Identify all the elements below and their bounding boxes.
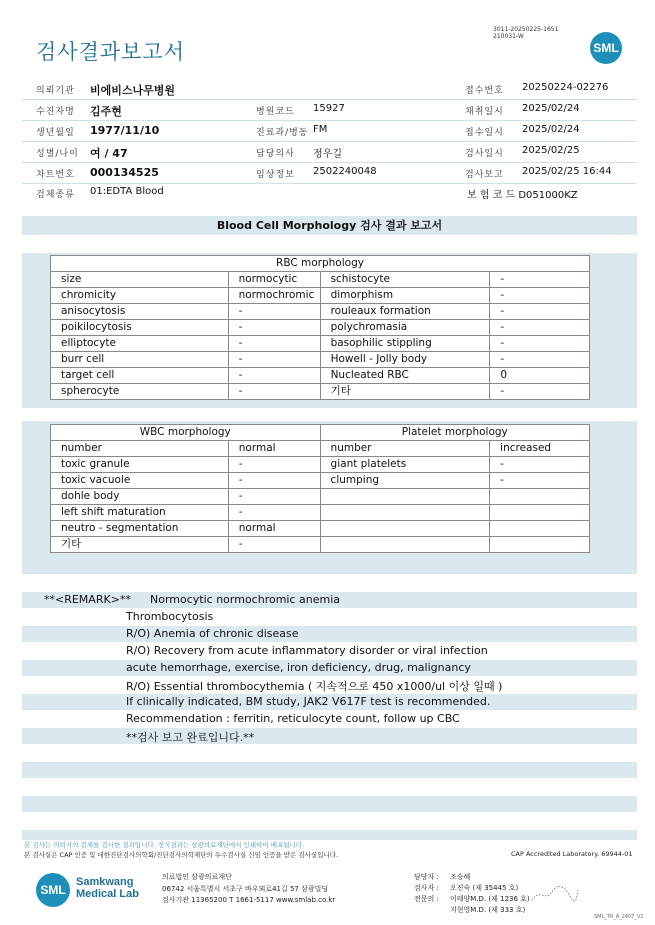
finding-value: -	[490, 457, 590, 473]
finding-value: -	[228, 457, 320, 473]
info-row: 검체종류 01:EDTA Blood 보 험 코 드 D051000KZ	[36, 186, 578, 201]
form-code: SML_TR_A_2407_V1	[594, 914, 644, 920]
finding-name: spherocyte	[51, 384, 229, 400]
wbc-platelet-row	[51, 537, 590, 553]
band	[22, 762, 637, 778]
band	[22, 796, 637, 812]
org-name: 의료법인 삼광의료재단	[162, 873, 232, 881]
signature	[530, 882, 580, 906]
contact: 검사기관 11365200 T 1661-5117 www.smlab.co.kr	[162, 896, 336, 904]
clinical-info: 2502240048	[313, 166, 377, 177]
staff-role: 담당자 :	[414, 873, 439, 881]
wbc-platelet-row	[51, 489, 590, 505]
finding-name: chromicity	[51, 288, 229, 304]
finding-value: -	[228, 384, 320, 400]
staff-name: 이태양M.D. (제 1236 호)	[450, 895, 530, 903]
sex-age: 여 / 47	[90, 147, 128, 160]
band	[22, 830, 637, 840]
hospital-code: 15927	[313, 103, 345, 114]
remark-line: R/O) Essential thrombocythemia ( 지속적으로 450 x1000/ul 이상 일때 )	[126, 680, 503, 693]
finding-name: burr cell	[51, 352, 229, 368]
notice-line-2: 본 검사실은 CAP 인증 및 대한진단검사의학회/진단검사의학재단의 우수검사실 신임 인증을 받은 검사실입니다.	[24, 851, 339, 859]
wbc-platelet-row	[51, 521, 590, 537]
finding-value: -	[228, 537, 320, 553]
finding-name: polychromasia	[320, 320, 490, 336]
remark-line: Thrombocytosis	[126, 610, 214, 623]
wbc-table-title: WBC morphology	[51, 425, 321, 441]
cap-accreditation: CAP Accredited Laboratory. 69944-01	[511, 850, 633, 858]
lab-name: Samkwang Medical Lab	[76, 876, 139, 900]
finding-name: poikilocytosis	[51, 320, 229, 336]
finding-value: normal	[228, 521, 320, 537]
finding-value: -	[228, 304, 320, 320]
sml-logo-footer: SML	[36, 873, 70, 907]
rbc-morphology-table	[50, 255, 590, 400]
finding-value: -	[228, 368, 320, 384]
finding-value	[490, 489, 590, 505]
finding-value: -	[490, 272, 590, 288]
remark-line: Normocytic normochromic anemia	[150, 593, 341, 606]
info-row: 성별/나이 여 / 47 담당의사 정우길 검사일시 2025/02/25	[22, 142, 637, 163]
finding-name: Howell - Jolly body	[320, 352, 490, 368]
specimen-type: 01:EDTA Blood	[90, 186, 164, 197]
finding-value: -	[228, 473, 320, 489]
receipt-number: 20250224-02276	[522, 82, 609, 93]
finding-name: anisocytosis	[51, 304, 229, 320]
finding-name: toxic granule	[51, 457, 229, 473]
patient-name: 김주현	[90, 105, 122, 118]
staff-name: 오진숙 (제 35445 호)	[450, 884, 519, 892]
rbc-table-title: RBC morphology	[51, 256, 590, 272]
wbc-platelet-row	[51, 505, 590, 521]
finding-name: target cell	[51, 368, 229, 384]
chart-number: 000134525	[90, 166, 159, 179]
staff-name: 지현영M.D. (제 333 호)	[450, 906, 526, 914]
remark-line: Recommendation : ferritin, reticulocyte count, follow up CBC	[126, 712, 460, 725]
date-of-birth: 1977/11/10	[90, 124, 160, 137]
finding-value: -	[490, 384, 590, 400]
band	[22, 728, 637, 744]
test-date: 2025/02/25	[522, 145, 580, 156]
finding-value: -	[228, 352, 320, 368]
info-row: 수진자명 김주현 병원코드 15927 채취일시 2025/02/24	[22, 100, 637, 121]
finding-value: increased	[490, 441, 590, 457]
wbc-platelet-morphology-table	[50, 424, 590, 553]
document-number: 3011-20250225-1651 210031-W	[493, 26, 559, 40]
finding-name: 기타	[320, 384, 490, 400]
doctor-name: 정우길	[313, 149, 342, 160]
info-row: 의뢰기관 비에비스나무병원 접수번호 20250224-02276	[22, 79, 637, 100]
finding-value: -	[490, 352, 590, 368]
finding-value: normal	[228, 441, 320, 457]
insurance-code: 보 험 코 드 D051000KZ	[467, 190, 578, 201]
finding-name	[320, 489, 490, 505]
rbc-row	[51, 304, 590, 320]
rbc-row	[51, 272, 590, 288]
finding-name: elliptocyte	[51, 336, 229, 352]
remark-line: **검사 보고 완료입니다.**	[126, 731, 255, 744]
finding-value: -	[228, 336, 320, 352]
finding-value: -	[490, 320, 590, 336]
department: FM	[313, 124, 328, 135]
finding-value: -	[228, 320, 320, 336]
rbc-row	[51, 368, 590, 384]
staff-role: 검사자 :	[414, 884, 439, 892]
finding-value: 0	[490, 368, 590, 384]
band	[22, 626, 637, 642]
finding-name: dohle body	[51, 489, 229, 505]
report-section-title: Blood Cell Morphology 검사 결과 보고서	[22, 216, 637, 235]
finding-value: -	[490, 288, 590, 304]
receive-date: 2025/02/24	[522, 124, 580, 135]
finding-value: -	[490, 336, 590, 352]
report-date: 2025/02/25 16:44	[522, 166, 612, 177]
finding-value: -	[490, 304, 590, 320]
finding-name: schistocyte	[320, 272, 490, 288]
staff-role: 전문의 :	[414, 895, 439, 903]
wbc-platelet-row	[51, 473, 590, 489]
finding-name	[320, 537, 490, 553]
remark-line: R/O) Recovery from acute inflammatory disorder or viral infection	[126, 644, 488, 657]
wbc-platelet-row	[51, 457, 590, 473]
remark-line: acute hemorrhage, exercise, iron deficiency, drug, malignancy	[126, 661, 471, 674]
sml-logo: SML	[590, 32, 622, 64]
finding-name: size	[51, 272, 229, 288]
info-row: 차트번호 000134525 임상정보 2502240048 검사보고 2025/02/25 16:44	[22, 163, 637, 184]
finding-value: -	[490, 473, 590, 489]
staff-name: 조승혜	[450, 873, 471, 881]
finding-name: giant platelets	[320, 457, 490, 473]
rbc-row	[51, 320, 590, 336]
platelet-table-title: Platelet morphology	[320, 425, 589, 441]
finding-name: dimorphism	[320, 288, 490, 304]
remark-line: If clinically indicated, BM study, JAK2 V617F test is recommended.	[126, 695, 491, 708]
rbc-row	[51, 288, 590, 304]
address: 06742 서울특별시 서초구 바우뫼로41길 57 삼광빌딩	[162, 885, 329, 893]
finding-name: basophilic stippling	[320, 336, 490, 352]
finding-name: number	[51, 441, 229, 457]
finding-name: clumping	[320, 473, 490, 489]
finding-name: neutro - segmentation	[51, 521, 229, 537]
finding-value: normocytic	[228, 272, 320, 288]
rbc-row	[51, 352, 590, 368]
finding-value	[490, 521, 590, 537]
finding-name: rouleaux formation	[320, 304, 490, 320]
finding-value	[490, 505, 590, 521]
hospital-name: 비에비스나무병원	[90, 84, 176, 97]
finding-value: -	[228, 489, 320, 505]
finding-value	[490, 537, 590, 553]
document-title: 검사결과보고서	[36, 40, 186, 64]
finding-name: Nucleated RBC	[320, 368, 490, 384]
finding-name	[320, 505, 490, 521]
finding-value: -	[228, 505, 320, 521]
finding-name: number	[320, 441, 490, 457]
wbc-platelet-row	[51, 441, 590, 457]
collect-date: 2025/02/24	[522, 103, 580, 114]
finding-name: 기타	[51, 537, 229, 553]
notice-line-1: 본 검사는 의뢰자의 검체를 검사한 결과입니다. 정식결과는 삼광의료재단에서 인쇄하여 배포됩니다.	[24, 841, 305, 849]
finding-value: normochromic	[228, 288, 320, 304]
finding-name: left shift maturation	[51, 505, 229, 521]
remark-line: R/O) Anemia of chronic disease	[126, 627, 299, 640]
rbc-row	[51, 336, 590, 352]
remark-label: **<REMARK>**	[44, 593, 131, 606]
rbc-row	[51, 384, 590, 400]
info-row: 생년월일 1977/11/10 진료과/병동 FM 접수일시 2025/02/24	[22, 121, 637, 142]
finding-name	[320, 521, 490, 537]
finding-name: toxic vacuole	[51, 473, 229, 489]
